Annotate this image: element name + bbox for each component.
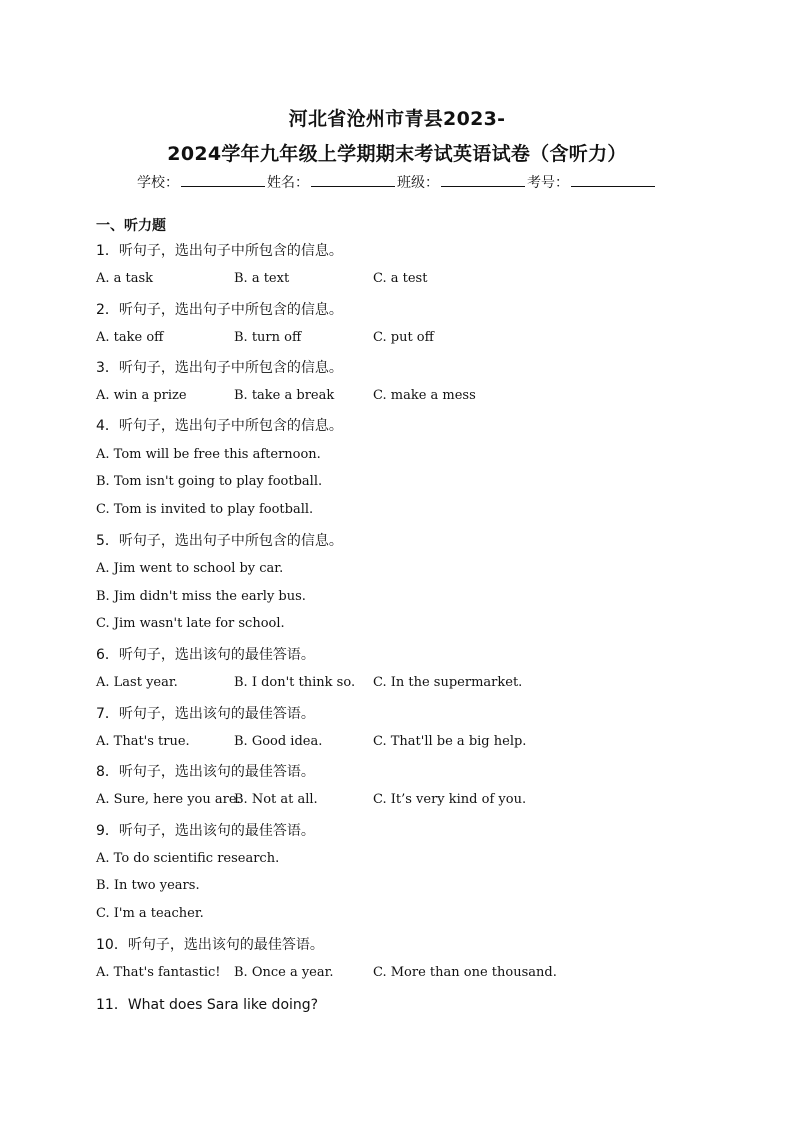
question-stem: 3．听句子，选出句子中所包含的信息。	[96, 360, 343, 376]
exam-title-line-2: 2024学年九年级上学期期末考试英语试卷（含听力）	[167, 143, 627, 165]
exam-title-line-1: 河北省沧州市青县2023-	[288, 108, 506, 130]
option-a: A. Tom will be free this afternoon.	[96, 447, 321, 462]
section-heading: 一、听力题	[96, 218, 166, 234]
question-stem: 11．What does Sara like doing?	[96, 997, 319, 1013]
name-blank[interactable]	[311, 174, 395, 187]
option-a: A. win a prize	[96, 388, 187, 403]
question-stem: 8．听句子，选出该句的最佳答语。	[96, 764, 315, 780]
option-c: C. In the supermarket.	[373, 675, 523, 690]
class-blank[interactable]	[441, 174, 525, 187]
class-label: 班级：	[397, 175, 439, 191]
option-b: B. a text	[234, 271, 290, 286]
option-b: B. Jim didn't miss the early bus.	[96, 589, 306, 604]
option-a: A. That's fantastic!	[96, 965, 221, 980]
option-b: B. Once a year.	[234, 965, 334, 980]
exam-number-blank[interactable]	[571, 174, 655, 187]
school-label: 学校：	[137, 175, 179, 191]
school-blank[interactable]	[181, 174, 265, 187]
exam-number-label: 考号：	[527, 175, 569, 191]
option-c: C. Jim wasn't late for school.	[96, 616, 285, 631]
name-label: 姓名：	[267, 175, 309, 191]
option-b: B. I don't think so.	[234, 675, 356, 690]
option-b: B. Good idea.	[234, 734, 323, 749]
option-c: C. More than one thousand.	[373, 965, 557, 980]
option-c: C. It’s very kind of you.	[373, 792, 527, 807]
option-c: C. Tom is invited to play football.	[96, 502, 314, 517]
option-b: B. turn off	[234, 330, 302, 345]
option-a: A. Jim went to school by car.	[96, 561, 284, 576]
question-stem: 10．听句子，选出该句的最佳答语。	[96, 937, 324, 953]
option-c: C. put off	[373, 330, 434, 345]
option-b: B. In two years.	[96, 878, 200, 893]
question-stem: 6．听句子，选出该句的最佳答语。	[96, 647, 315, 663]
option-a: A. take off	[96, 330, 164, 345]
option-a: A. Sure, here you are.	[96, 792, 241, 807]
question-stem: 4．听句子，选出句子中所包含的信息。	[96, 418, 343, 434]
option-c: C. I'm a teacher.	[96, 906, 204, 921]
option-c: C. make a mess	[373, 388, 476, 403]
question-stem: 7．听句子，选出该句的最佳答语。	[96, 706, 315, 722]
question-stem: 5．听句子，选出句子中所包含的信息。	[96, 533, 343, 549]
option-b: B. Tom isn't going to play football.	[96, 474, 323, 489]
question-stem: 1．听句子，选出句子中所包含的信息。	[96, 243, 343, 259]
option-a: A. That's true.	[96, 734, 190, 749]
option-a: A. Last year.	[96, 675, 178, 690]
option-b: B. Not at all.	[234, 792, 318, 807]
student-info-line	[0, 172, 794, 192]
question-stem: 2．听句子，选出句子中所包含的信息。	[96, 302, 343, 318]
option-a: A. To do scientific research.	[96, 851, 280, 866]
option-a: A. a task	[96, 271, 154, 286]
question-stem: 9．听句子，选出该句的最佳答语。	[96, 823, 315, 839]
option-c: C. That'll be a big help.	[373, 734, 527, 749]
option-c: C. a test	[373, 271, 428, 286]
option-b: B. take a break	[234, 388, 335, 403]
